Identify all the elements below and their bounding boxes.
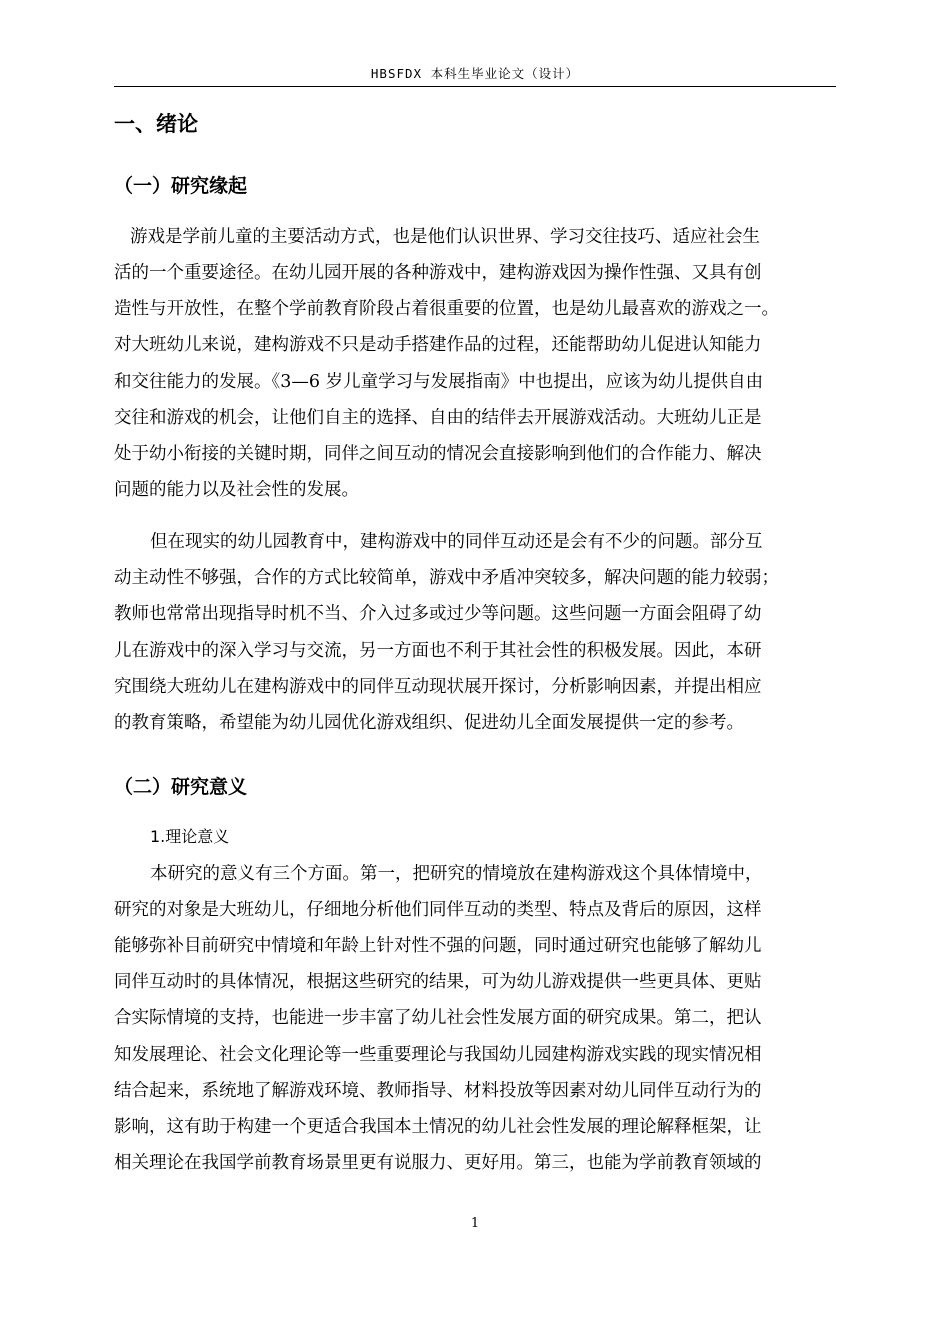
text-line: 儿在游戏中的深入学习与交流，另一方面也不利于其社会性的积极发展。因此，本研 xyxy=(114,641,762,661)
text-line: 能够弥补目前研究中情境和年龄上针对性不强的问题，同时通过研究也能够了解幼儿 xyxy=(114,936,762,956)
header-rule xyxy=(114,86,836,87)
text-line: 本研究的意义有三个方面。第一，把研究的情境放在建构游戏这个具体情境中， xyxy=(150,864,763,884)
text-line: 问题的能力以及社会性的发展。 xyxy=(114,480,359,500)
chapter-title: 一、绪论 xyxy=(114,112,198,136)
text-line: 究围绕大班幼儿在建构游戏中的同伴互动现状展开探讨，分析影响因素，并提出相应 xyxy=(114,677,762,697)
text-line: 同伴互动时的具体情况，根据这些研究的结果，可为幼儿游戏提供一些更具体、更贴 xyxy=(114,972,762,992)
text-line: 研究的对象是大班幼儿，仔细地分析他们同伴互动的类型、特点及背后的原因，这样 xyxy=(114,900,762,920)
section-title: （二）研究意义 xyxy=(114,776,248,798)
subsection-title: 1.理论意义 xyxy=(150,827,230,846)
text-line: 处于幼小衔接的关键时期，同伴之间互动的情况会直接影响到他们的合作能力、解决 xyxy=(114,444,762,464)
text-line: 对大班幼儿来说，建构游戏不只是动手搭建作品的过程，还能帮助幼儿促进认知能力 xyxy=(114,335,762,355)
running-header: HBSFDX 本科生毕业论文（设计） xyxy=(370,66,580,81)
page-number: 1 xyxy=(470,1216,480,1231)
text-line: 造性与开放性，在整个学前教育阶段占着很重要的位置，也是幼儿最喜欢的游戏之一。 xyxy=(114,299,779,319)
text-line: 知发展理论、社会文化理论等一些重要理论与我国幼儿园建构游戏实践的现实情况相 xyxy=(114,1045,762,1065)
text-line: 结合起来，系统地了解游戏环境、教师指导、材料投放等因素对幼儿同伴互动行为的 xyxy=(114,1081,762,1101)
text-line: 动主动性不够强，合作的方式比较简单，游戏中矛盾冲突较多，解决问题的能力较弱； xyxy=(114,568,779,588)
text-line: 但在现实的幼儿园教育中，建构游戏中的同伴互动还是会有不少的问题。部分互 xyxy=(150,532,763,552)
text-line: 和交往能力的发展。《3—6 岁儿童学习与发展指南》中也提出，应该为幼儿提供自由 xyxy=(114,372,764,392)
text-line: 合实际情境的支持，也能进一步丰富了幼儿社会性发展方面的研究成果。第二，把认 xyxy=(114,1008,762,1028)
text-line: 活的一个重要途径。在幼儿园开展的各种游戏中，建构游戏因为操作性强、又具有创 xyxy=(114,263,762,283)
text-line: 影响，这有助于构建一个更适合我国本土情况的幼儿社会性发展的理论解释框架，让 xyxy=(114,1117,762,1137)
text-line: 的教育策略，希望能为幼儿园优化游戏组织、促进幼儿全面发展提供一定的参考。 xyxy=(114,713,744,733)
text-line: 教师也常常出现指导时机不当、介入过多或过少等问题。这些问题一方面会阻碍了幼 xyxy=(114,604,762,624)
text-line: 交往和游戏的机会，让他们自主的选择、自由的结伴去开展游戏活动。大班幼儿正是 xyxy=(114,408,762,428)
section-title: （一）研究缘起 xyxy=(114,175,248,197)
text-line: 相关理论在我国学前教育场景里更有说服力、更好用。第三，也能为学前教育领域的 xyxy=(114,1153,762,1173)
text-line: 游戏是学前儿童的主要活动方式，也是他们认识世界、学习交往技巧、适应社会生 xyxy=(130,227,760,247)
